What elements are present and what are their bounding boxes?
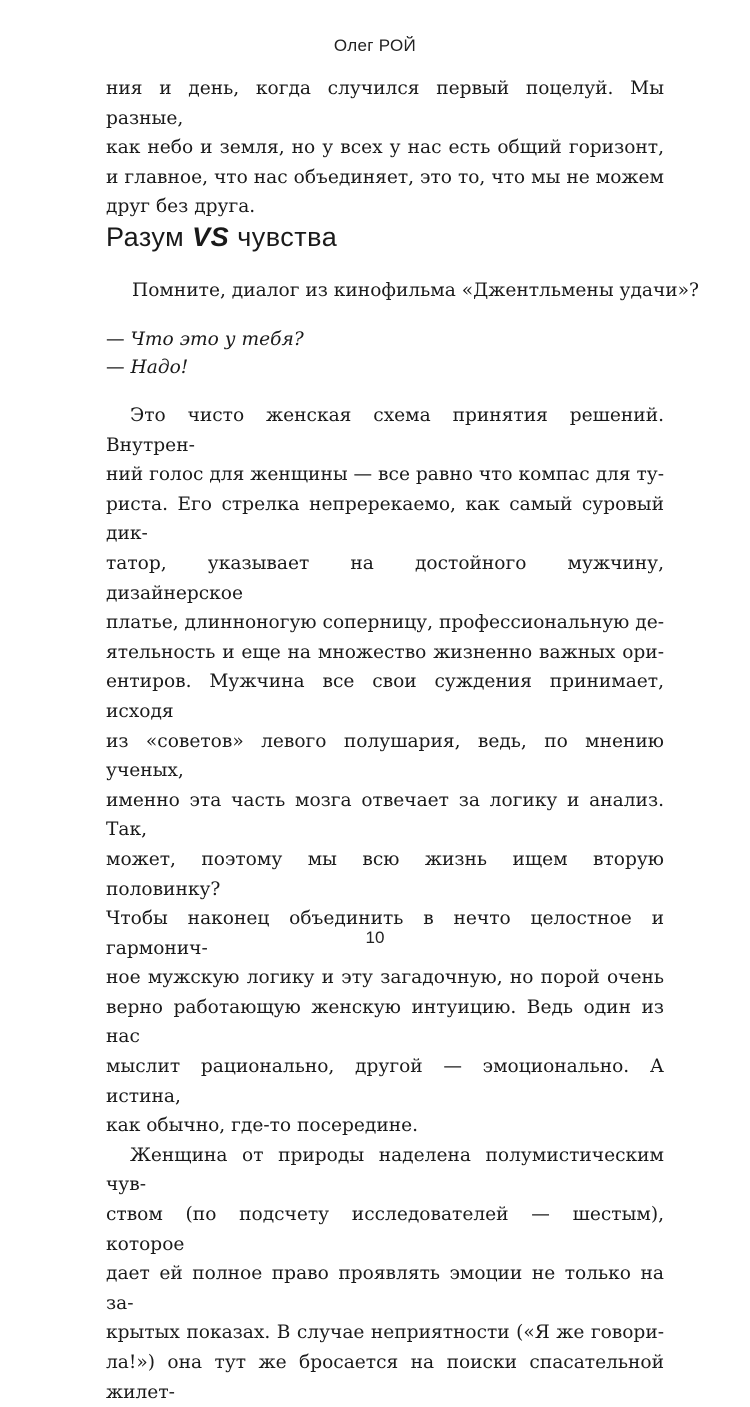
text-line: ла!») она тут же бросается на поиски спасательной жилет- bbox=[106, 1352, 664, 1403]
heading-part-after: чувства bbox=[229, 222, 338, 252]
text-line: платье, длинноногую соперницу, профессиональную де- bbox=[106, 612, 664, 634]
main-text bbox=[106, 401, 664, 1407]
running-head: Олег РОЙ bbox=[333, 36, 417, 55]
text-line: татор, указывает на достойного мужчину, дизайнерское bbox=[106, 552, 664, 604]
text-line: ния и день, когда случился первый поцелуй. Мы разные, bbox=[106, 78, 664, 129]
section-heading bbox=[106, 222, 337, 253]
text-line: ством (по подсчету исследователей — шестым), которое bbox=[106, 1204, 664, 1255]
text-line: Это чисто женская схема принятия решений. Внутрен- bbox=[106, 405, 664, 456]
dialogue-text: Надо! bbox=[130, 357, 189, 378]
dialogue-dash: — bbox=[106, 329, 131, 350]
text-line: верно работающую женскую интуицию. Ведь один из нас bbox=[106, 996, 664, 1048]
dialogue-dash: — bbox=[106, 357, 131, 378]
text-line: Женщина от природы наделена полумистическим чув- bbox=[106, 1144, 664, 1196]
text-line: как небо и земля, но у всех у нас есть общий горизонт, bbox=[106, 137, 664, 159]
intro-line: Помните, диалог из кинофильма «Джентльмены удачи»? bbox=[132, 280, 700, 301]
text-line: крытых показах. В случае неприятности («Я же говори- bbox=[106, 1322, 664, 1344]
text-line: риста. Его стрелка непререкаемо, как самый суровый дик- bbox=[106, 493, 664, 545]
dialogue-line bbox=[106, 326, 304, 354]
dialogue-text: Что это у тебя? bbox=[130, 329, 304, 350]
text-line: ное мужскую логику и эту загадочную, но порой очень bbox=[106, 967, 664, 989]
dialogue-quote bbox=[106, 326, 304, 382]
text-line: ятельность и еще на множество жизненно важных ори- bbox=[106, 641, 664, 663]
continued-paragraph bbox=[106, 74, 664, 222]
text-line: Чтобы наконец объединить в нечто целостное и гармонич- bbox=[106, 908, 664, 959]
text-line: дает ей полное право проявлять эмоции не только на за- bbox=[106, 1263, 664, 1314]
text-line: друг без друга. bbox=[106, 196, 256, 218]
heading-vs: VS bbox=[192, 222, 230, 252]
text-line: может, поэтому мы всю жизнь ищем вторую половинку? bbox=[106, 848, 664, 900]
text-line: из «советов» левого полушария, ведь, по мнению ученых, bbox=[106, 730, 664, 782]
text-line: и главное, что нас объединяет, это то, что мы не можем bbox=[106, 166, 664, 188]
text-line: именно эта часть мозга отвечает за логику и анализ. Так, bbox=[106, 789, 664, 841]
dialogue-line bbox=[106, 354, 304, 382]
heading-part-before: Разум bbox=[106, 222, 193, 252]
page-number: 10 bbox=[365, 928, 385, 947]
text-line: мыслит рационально, другой — эмоционально. А истина, bbox=[106, 1056, 664, 1107]
text-line: как обычно, где-то посередине. bbox=[106, 1115, 419, 1137]
text-line: ний голос для женщины — все равно что компас для ту- bbox=[106, 464, 664, 486]
text-line: ентиров. Мужчина все свои суждения принимает, исходя bbox=[106, 671, 664, 722]
